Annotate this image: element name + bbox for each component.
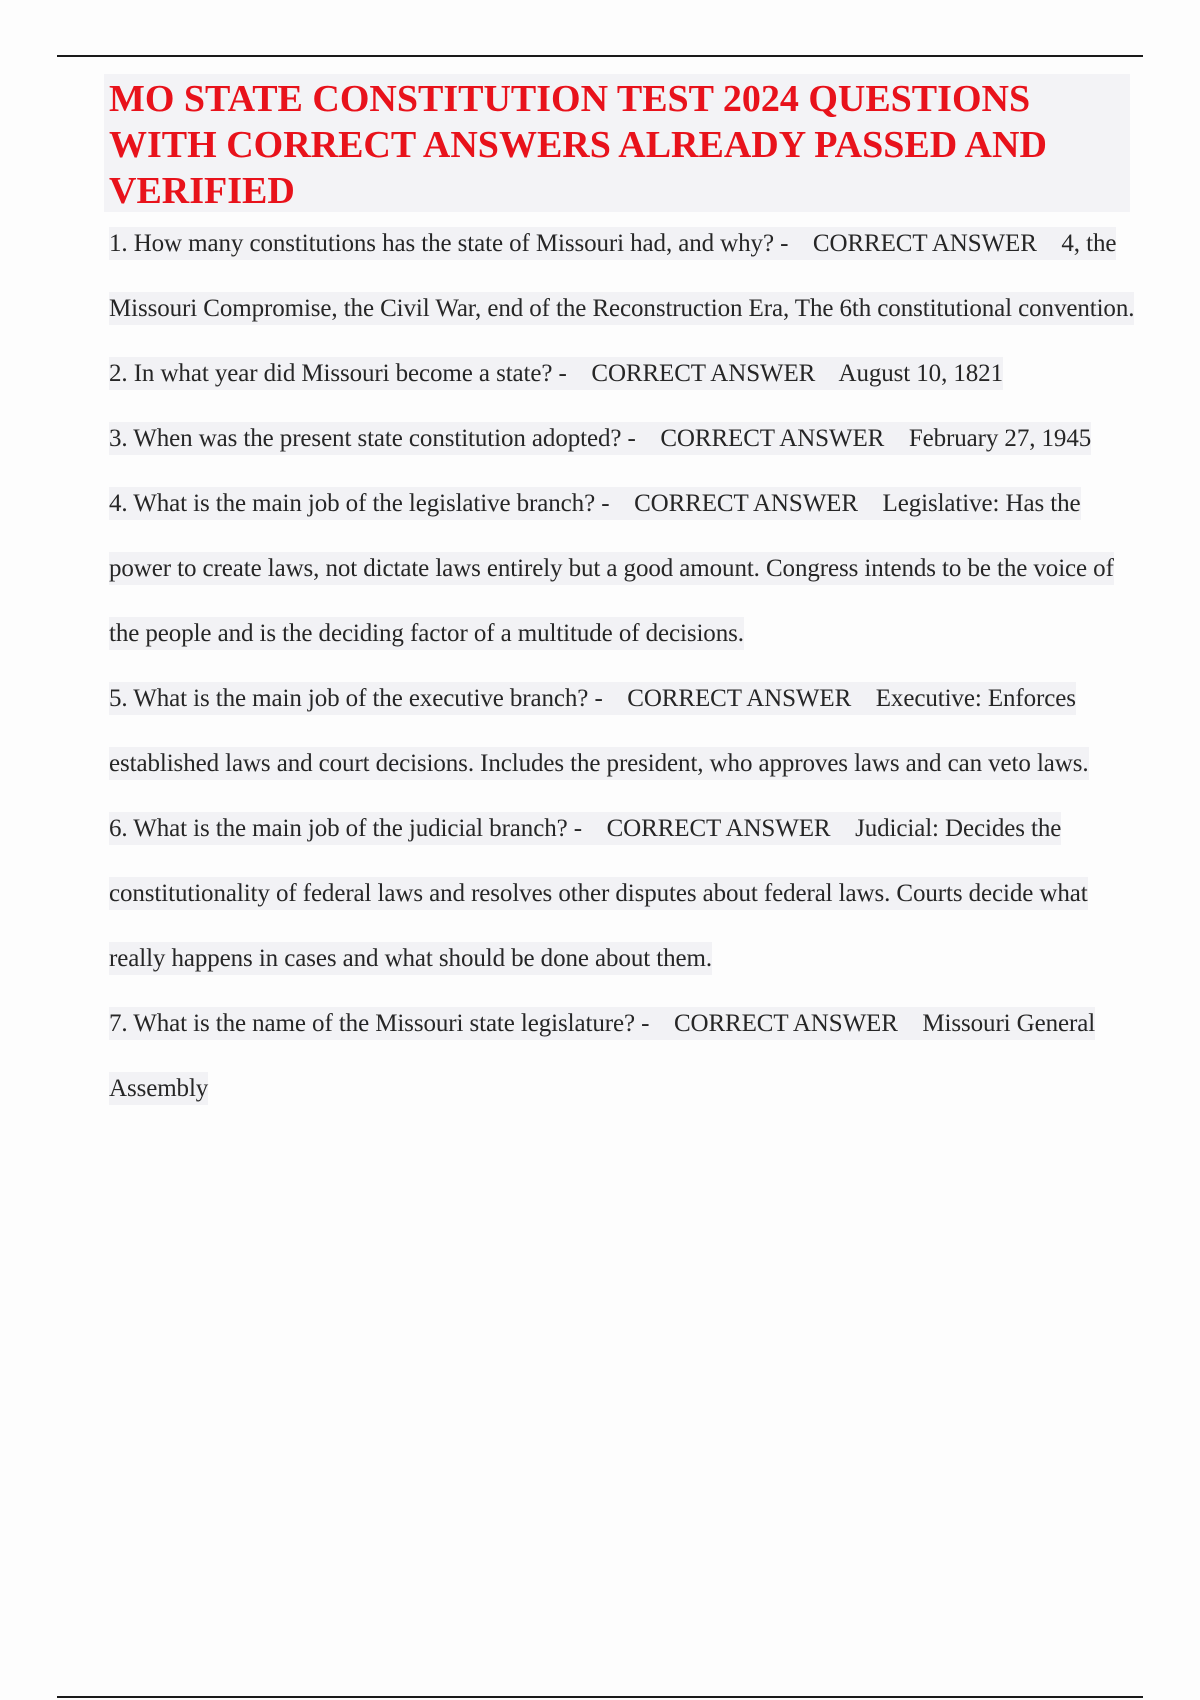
qa-paragraph bbox=[109, 406, 1139, 471]
qa-item-2 bbox=[109, 341, 1139, 406]
answer-text: Legislative: Has the power to create laws, not dictate laws entirely but a good amount. Congress intends to be the voice of the people and is the deciding factor of a multitude of decisions. bbox=[109, 490, 1114, 647]
question-text: 7. What is the name of the Missouri state legislature? - bbox=[109, 1010, 650, 1037]
answer-text: 4, the Missouri Compromise, the Civil War, end of the Reconstruction Era, The 6th constitutional convention. bbox=[109, 230, 1135, 322]
top-rule bbox=[57, 55, 1143, 57]
qa-paragraph bbox=[109, 471, 1139, 666]
qa-item-6 bbox=[109, 796, 1139, 991]
answer-text: Missouri General Assembly bbox=[109, 1010, 1096, 1102]
qa-item-1 bbox=[109, 211, 1139, 341]
question-text: 6. What is the main job of the judicial branch? - bbox=[109, 815, 582, 842]
qa-paragraph bbox=[109, 796, 1139, 991]
answer-text: Judicial: Decides the constitutionality of federal laws and resolves other disputes about federal laws. Courts decide what really happens in cases and what should be done about them. bbox=[109, 815, 1088, 972]
qa-item-7 bbox=[109, 991, 1139, 1121]
answer-marker: CORRECT ANSWER bbox=[634, 490, 858, 517]
answer-marker: CORRECT ANSWER bbox=[660, 425, 885, 452]
answer-marker: CORRECT ANSWER bbox=[591, 360, 816, 387]
answer-marker: CORRECT ANSWER bbox=[606, 815, 831, 842]
qa-paragraph bbox=[109, 341, 1139, 406]
answer-text: Executive: Enforces established laws and court decisions. Includes the president, who approves laws and can veto laws. bbox=[109, 685, 1089, 777]
qa-paragraph bbox=[109, 211, 1139, 341]
answer-marker: CORRECT ANSWER bbox=[673, 1010, 898, 1037]
document-title: MO STATE CONSTITUTION TEST 2024 QUESTIONS WITH CORRECT ANSWERS ALREADY PASSED AND VERIFIED bbox=[109, 78, 1047, 212]
qa-item-3 bbox=[109, 406, 1139, 471]
answer-text: February 27, 1945 bbox=[908, 425, 1092, 452]
question-text: 1. How many constitutions has the state of Missouri had, and why? - bbox=[109, 230, 789, 257]
question-text: 2. In what year did Missouri become a state? - bbox=[109, 360, 567, 387]
qa-item-4 bbox=[109, 471, 1139, 666]
question-text: 4. What is the main job of the legislative branch? - bbox=[109, 490, 610, 517]
qa-list bbox=[109, 211, 1139, 1121]
qa-paragraph bbox=[109, 991, 1139, 1121]
qa-item-5 bbox=[109, 666, 1139, 796]
bottom-rule bbox=[57, 1696, 1143, 1698]
qa-paragraph bbox=[109, 666, 1139, 796]
question-text: 3. When was the present state constitution adopted? - bbox=[109, 425, 636, 452]
question-text: 5. What is the main job of the executive branch? - bbox=[109, 685, 603, 712]
answer-text: August 10, 1821 bbox=[838, 360, 1003, 387]
answer-marker: CORRECT ANSWER bbox=[812, 230, 1037, 257]
answer-marker: CORRECT ANSWER bbox=[627, 685, 852, 712]
